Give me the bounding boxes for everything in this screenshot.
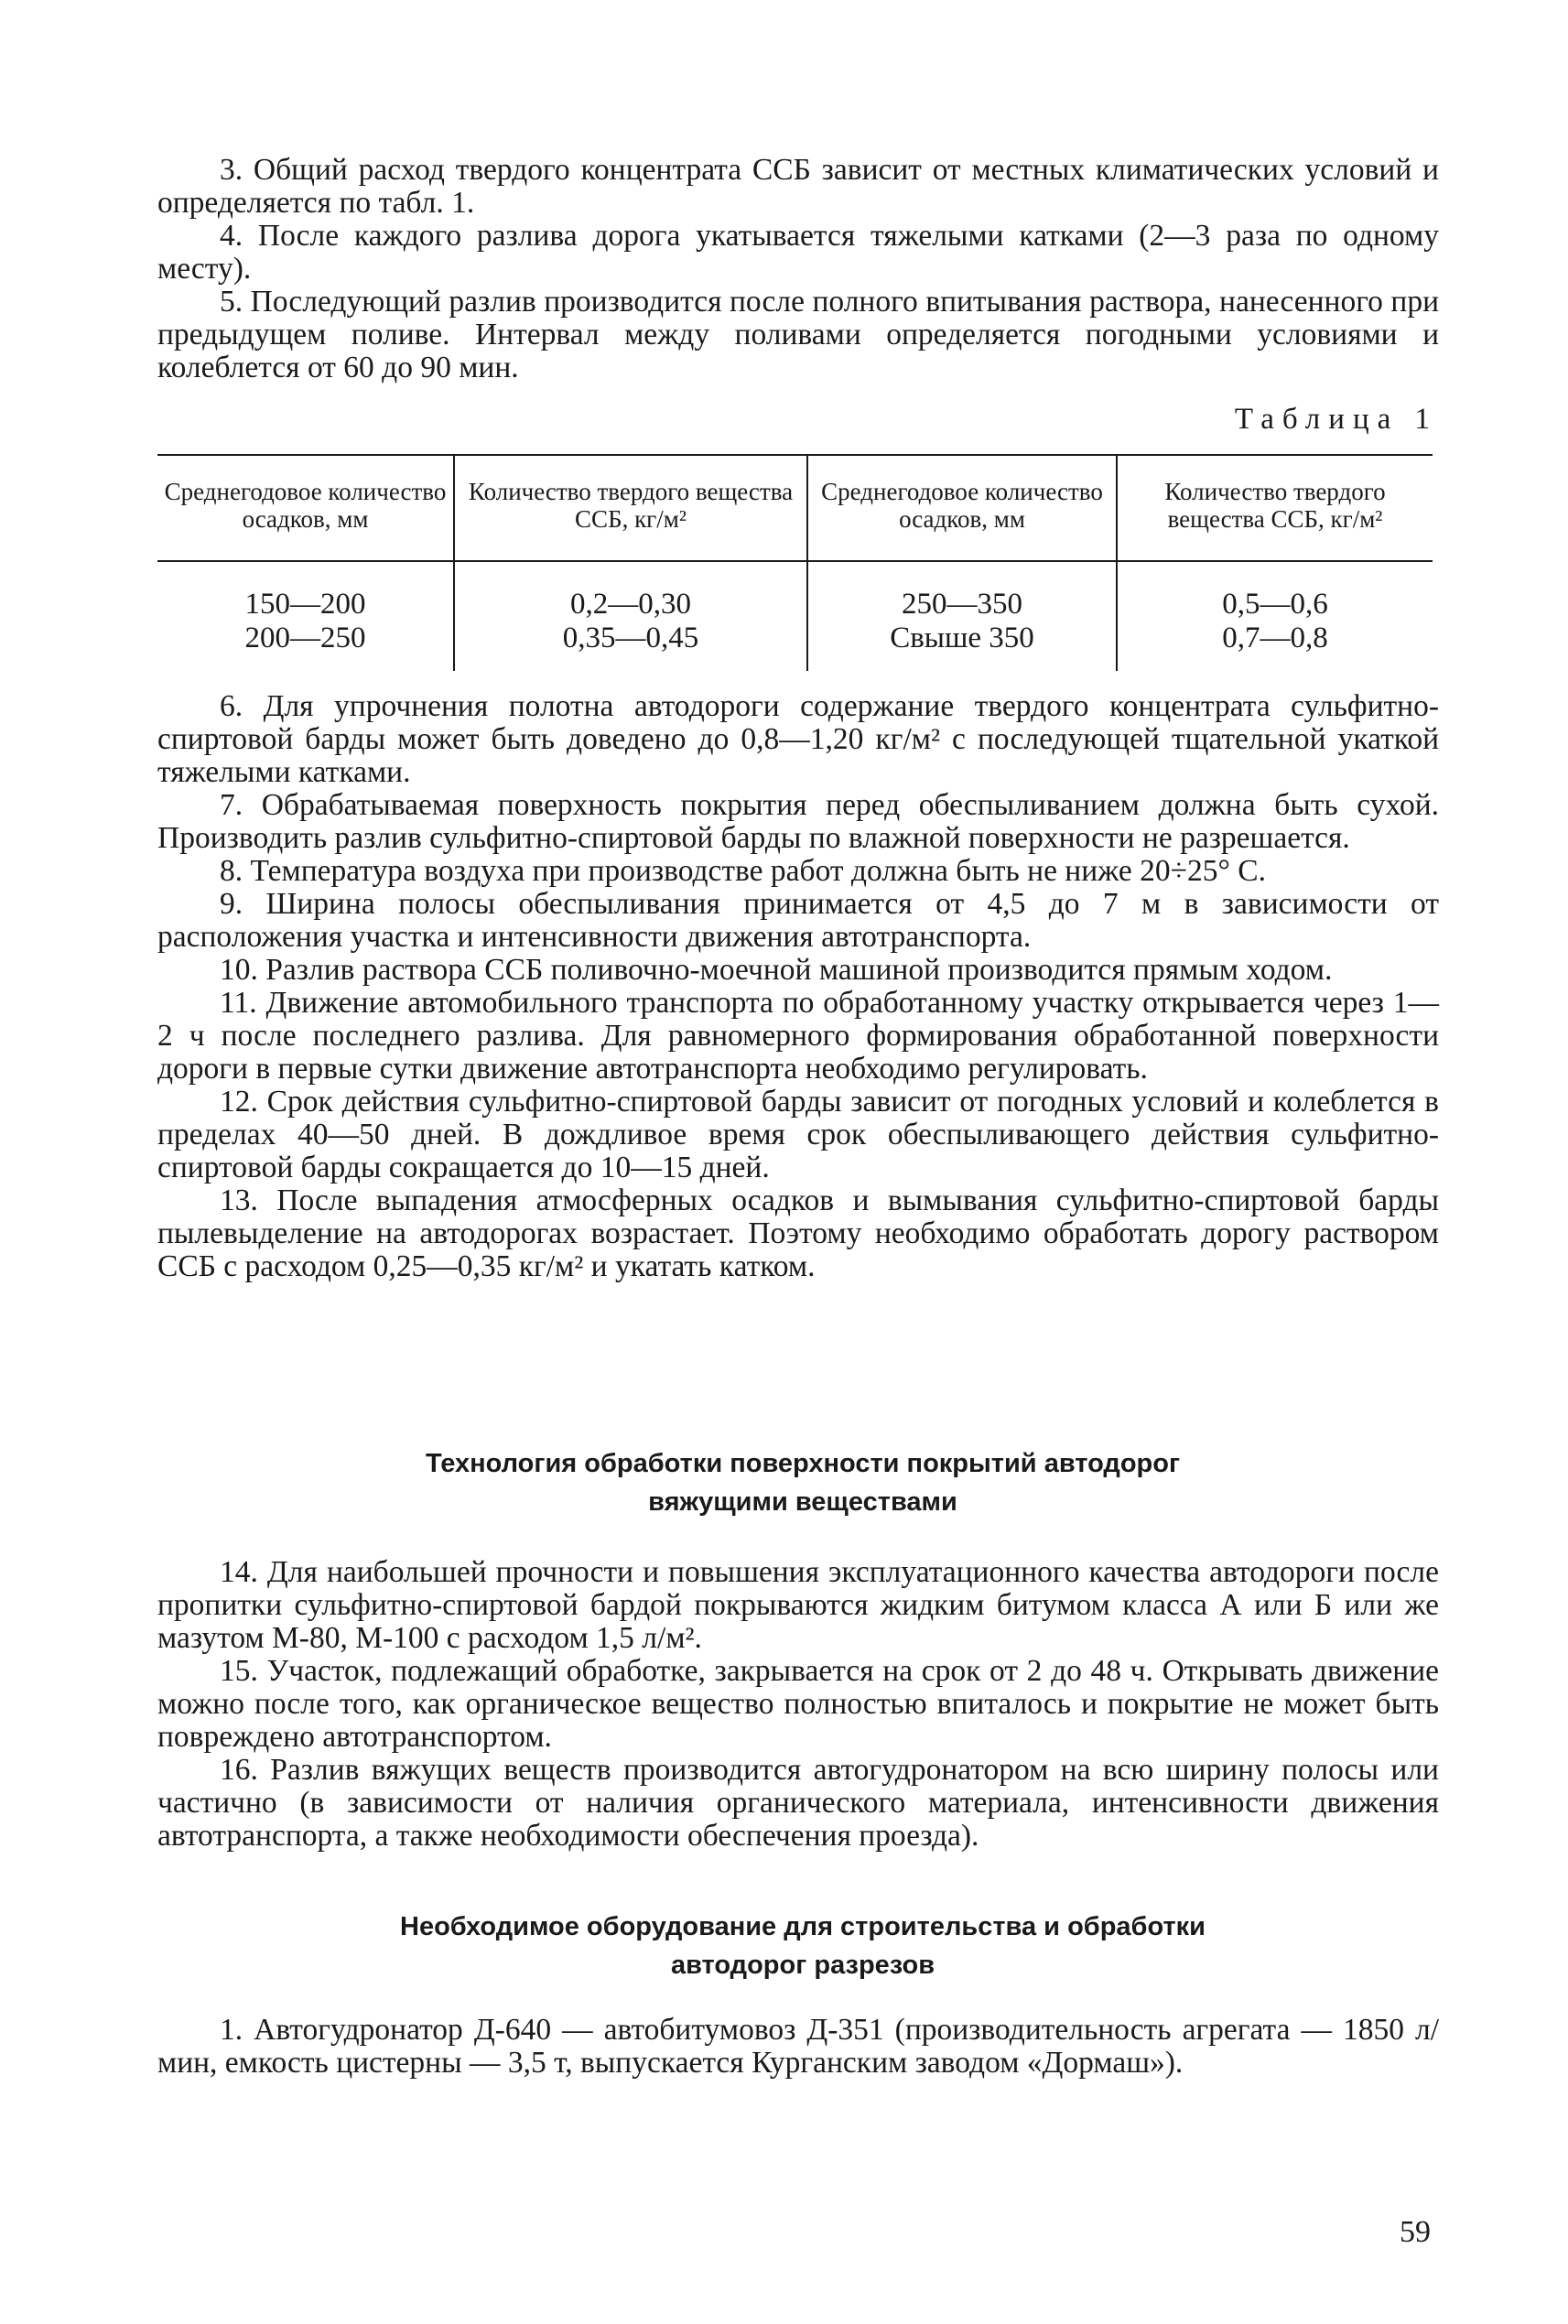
paragraph-7: 7. Обрабатываемая поверхность покрытия перед обеспыливанием должна быть сухой. Производить разлив сульфитно-спиртовой барды по влажной поверхности не разрешается. <box>157 788 1439 855</box>
table-cell: 150—200 200—250 <box>244 588 366 654</box>
paragraph-6: 6. Для упрочнения полотна автодороги содержание твердого концентрата сульфитно-спиртовой барды может быть доведено до 0,8—1,20 кг/м² с последующей тщательной укаткой тяжелыми катками. <box>157 689 1439 789</box>
header-ssb-amount-2: Количество твердого вещества ССБ, кг/м² <box>1117 455 1433 561</box>
section-heading-equipment <box>157 1908 1439 1984</box>
equipment-item-1: 1. Автогудронатор Д-640 — автобитумовоз Д-351 (производительность агрегата — 1850 л/мин, емкость цистерны — 3,5 т, выпускается Курганским заводом «Дормаш»). <box>157 2013 1439 2080</box>
table-cell: 0,2—0,30 0,35—0,45 <box>454 561 807 671</box>
intro-block <box>157 154 1439 384</box>
paragraph-13: 13. После выпадения атмосферных осадков и вымывания сульфитно-спиртовой барды пылевыделение на автодорогах возрастает. Поэтому необходимо обработать дорогу раствором ССБ с расходом 0,25—0,35 кг/м² и укатать катком. <box>157 1184 1439 1283</box>
heading-line-2: автодорог разрезов <box>670 1951 935 1980</box>
paragraph-15: 15. Участок, подлежащий обработке, закрывается на срок от 2 до 48 ч. Открывать движение можно после того, как органическое вещество полностью впиталось и покрытие не может быть повреждено автотранспортом. <box>157 1654 1439 1754</box>
paragraph-12: 12. Срок действия сульфитно-спиртовой барды зависит от погодных условий и колеблется в пределах 40—50 дней. В дождливое время срок обеспыливающего действия сульфитно-спиртовой барды сокращается до 10—15 дней. <box>157 1085 1439 1184</box>
paragraph-14: 14. Для наибольшей прочности и повышения эксплуатационного качества автодороги после пропитки сульфитно-спиртовой бардой покрываются жидким битумом класса А или Б или же мазутом М-80, М-100 с расходом 1,5 л/м². <box>157 1555 1439 1655</box>
page-number: 59 <box>1400 2215 1431 2249</box>
section-heading-technology <box>157 1444 1439 1521</box>
paragraph-9: 9. Ширина полосы обеспыливания принимается от 4,5 до 7 м в зависимости от расположения участка и интенсивности движения автотранспорта. <box>157 887 1439 954</box>
paragraph-4: 4. После каждого разлива дорога укатывается тяжелыми катками (2—3 раза по одному месту). <box>157 219 1439 286</box>
paragraph-16: 16. Разлив вяжущих веществ производится автогудронатором на всю ширину полосы или частично (в зависимости от наличия органического материала, интенсивности движения автотранспорта, а также необходимости обеспечения проезда). <box>157 1753 1439 1853</box>
section-heading-line <box>157 1908 1439 1984</box>
heading-line-1: Необходимое оборудование для строительства и обработки <box>400 1912 1206 1941</box>
table-row <box>157 561 1433 671</box>
heading-line-1: Технология обработки поверхности покрытий автодорог <box>425 1449 1181 1478</box>
table-cell: 250—350 Свыше 350 <box>807 561 1117 671</box>
equipment-block <box>157 2014 1439 2080</box>
paragraph-11: 11. Движение автомобильного транспорта по обработанному участку открывается через 1—2 ч после последнего разлива. Для равномерного формирования обработанной поверхности дороги в первые сутки движение автотранспорта необходимо регулировать. <box>157 986 1439 1086</box>
table-caption: Таблица 1 <box>1234 403 1438 436</box>
section-heading-line <box>157 1444 1439 1521</box>
body-block <box>157 690 1439 1283</box>
paragraph-3: 3. Общий расход твердого концентрата ССБ зависит от местных климатических условий и определяется по табл. 1. <box>157 153 1439 220</box>
header-ssb-amount-1: Количество твердого вещества ССБ, кг/м² <box>454 455 807 561</box>
paragraph-5: 5. Последующий разлив производится после полного впитывания раствора, нанесенного при предыдущем поливе. Интервал между поливами определяется погодными условиями и колеблется от 60 до 90 мин. <box>157 285 1439 384</box>
section-block <box>157 1556 1439 1853</box>
header-precipitation-1: Среднегодовое количество осадков, мм <box>157 455 454 561</box>
header-precipitation-2: Среднегодовое количество осадков, мм <box>807 455 1117 561</box>
heading-line-2: вяжущими веществами <box>648 1487 957 1517</box>
paragraph-10: 10. Разлив раствора ССБ поливочно-моечной машиной производится прямым ходом. <box>220 953 1333 987</box>
table-header-row <box>157 455 1433 561</box>
paragraph-8: 8. Температура воздуха при производстве работ должна быть не ниже 20÷25° С. <box>220 854 1266 888</box>
precipitation-table <box>157 454 1433 671</box>
table-cell: 0,5—0,6 0,7—0,8 <box>1117 561 1433 671</box>
